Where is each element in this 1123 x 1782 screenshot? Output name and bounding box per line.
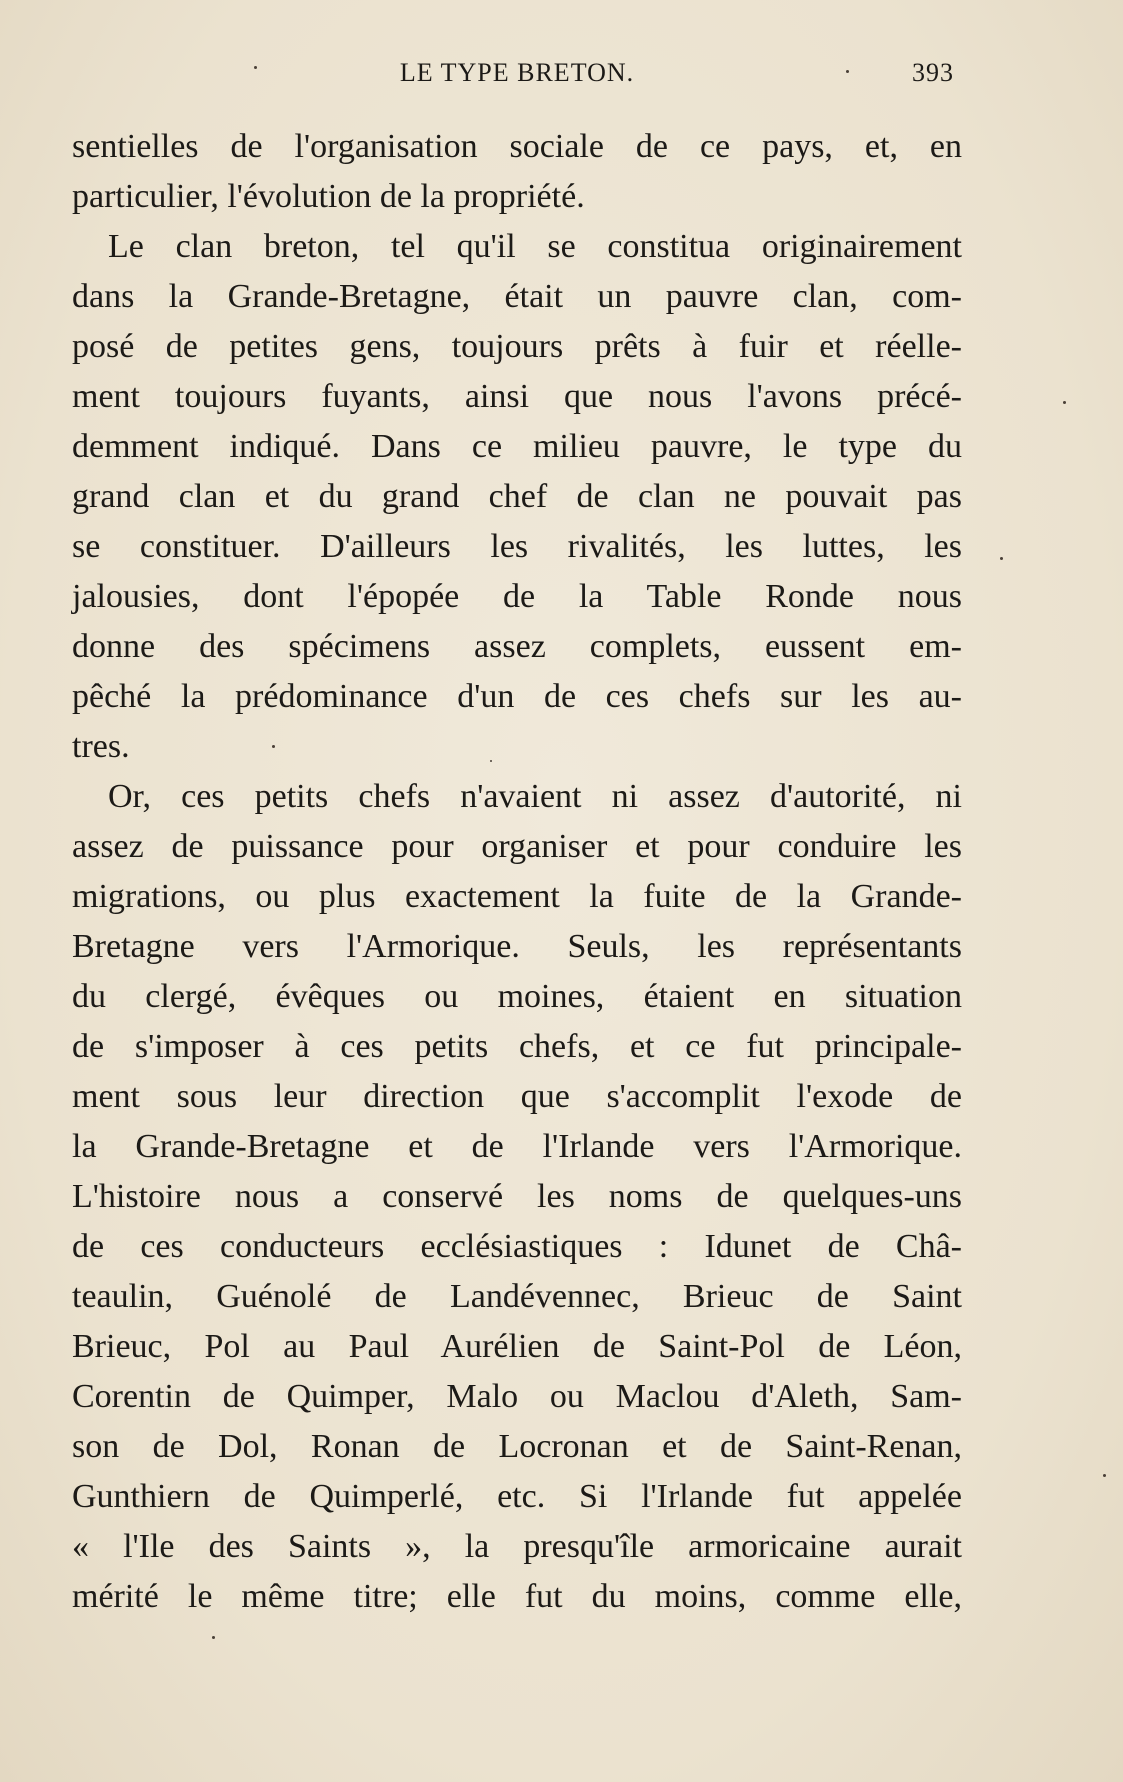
text-line: ment toujours fuyants, ainsi que nous l'avons précé- bbox=[72, 378, 962, 415]
text-line: demment indiqué. Dans ce milieu pauvre, le type du bbox=[72, 428, 962, 465]
paper-speck bbox=[1000, 557, 1003, 560]
text-line: migrations, ou plus exactement la fuite de la Grande- bbox=[72, 878, 962, 915]
paper-speck bbox=[212, 1636, 215, 1639]
text-line: son de Dol, Ronan de Locronan et de Saint-Renan, bbox=[72, 1428, 962, 1465]
running-head bbox=[72, 58, 962, 92]
paper-speck bbox=[846, 70, 849, 73]
text-line: L'histoire nous a conservé les noms de quelques-uns bbox=[72, 1178, 962, 1215]
text-line: assez de puissance pour organiser et pour conduire les bbox=[72, 828, 962, 865]
text-line: sentielles de l'organisation sociale de ce pays, et, en bbox=[72, 128, 962, 165]
text-line: Le clan breton, tel qu'il se constitua originairement bbox=[108, 228, 962, 265]
paper-speck bbox=[490, 760, 492, 762]
text-line: jalousies, dont l'épopée de la Table Ronde nous bbox=[72, 578, 962, 615]
text-line: Corentin de Quimper, Malo ou Maclou d'Aleth, Sam- bbox=[72, 1378, 962, 1415]
text-line: grand clan et du grand chef de clan ne pouvait pas bbox=[72, 478, 962, 515]
paper-speck bbox=[254, 66, 257, 69]
text-line: mérité le même titre; elle fut du moins, comme elle, bbox=[72, 1578, 962, 1615]
text-line: Bretagne vers l'Armorique. Seuls, les représentants bbox=[72, 928, 962, 965]
text-line: « l'Ile des Saints », la presqu'île armoricaine aurait bbox=[72, 1528, 962, 1565]
text-line: se constituer. D'ailleurs les rivalités, les luttes, les bbox=[72, 528, 962, 565]
running-title: LE TYPE BRETON. bbox=[399, 58, 635, 87]
text-line: posé de petites gens, toujours prêts à fuir et réelle- bbox=[72, 328, 962, 365]
text-line: Or, ces petits chefs n'avaient ni assez d'autorité, ni bbox=[108, 778, 962, 815]
text-line: tres. bbox=[72, 728, 130, 765]
text-line: de s'imposer à ces petits chefs, et ce fut principale- bbox=[72, 1028, 962, 1065]
text-line: Brieuc, Pol au Paul Aurélien de Saint-Pol de Léon, bbox=[72, 1328, 962, 1365]
text-line: donne des spécimens assez complets, eussent em- bbox=[72, 628, 962, 665]
text-line: du clergé, évêques ou moines, étaient en situation bbox=[72, 978, 962, 1015]
text-line: particulier, l'évolution de la propriété. bbox=[72, 178, 585, 215]
text-line: de ces conducteurs ecclésiastiques : Idunet de Châ- bbox=[72, 1228, 962, 1265]
text-line: dans la Grande-Bretagne, était un pauvre clan, com- bbox=[72, 278, 962, 315]
page-number: 393 bbox=[912, 58, 954, 87]
text-line: pêché la prédominance d'un de ces chefs sur les au- bbox=[72, 678, 962, 715]
text-line: la Grande-Bretagne et de l'Irlande vers l'Armorique. bbox=[72, 1128, 962, 1165]
paper-speck bbox=[272, 745, 275, 748]
text-line: Gunthiern de Quimperlé, etc. Si l'Irlande fut appelée bbox=[72, 1478, 962, 1515]
paper-speck bbox=[1063, 401, 1066, 404]
body-text bbox=[72, 122, 962, 1622]
text-line: teaulin, Guénolé de Landévennec, Brieuc de Saint bbox=[72, 1278, 962, 1315]
paper-speck bbox=[1103, 1474, 1106, 1477]
text-line: ment sous leur direction que s'accomplit l'exode de bbox=[72, 1078, 962, 1115]
